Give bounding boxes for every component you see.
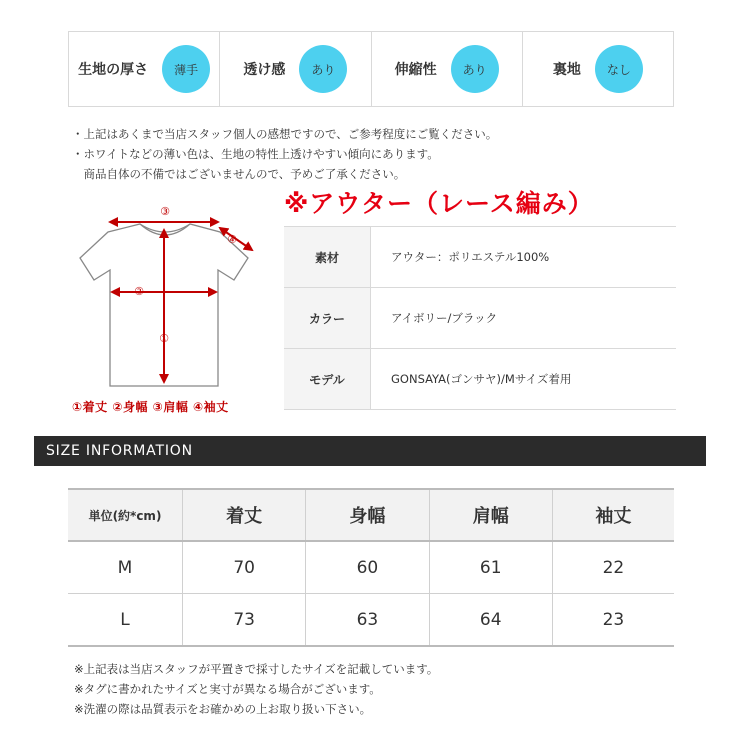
- tshirt-measurement-diagram: [70, 200, 260, 390]
- spec-key: モデル: [284, 349, 371, 410]
- spec-row-color: [284, 288, 676, 349]
- outer-section-title: ※アウター（レース編み）: [284, 189, 594, 218]
- property-badge: あり: [299, 45, 347, 93]
- note-line: ・上記はあくまで当店スタッフ個人の感想ですので、ご参考程度にご覧ください。: [72, 127, 498, 141]
- size-table: [68, 488, 674, 647]
- note-line: ※上記表は当店スタッフが平置きで採寸したサイズを記載しています。: [74, 662, 439, 676]
- fabric-properties: [68, 31, 674, 107]
- property-label: 生地の厚さ: [78, 62, 149, 78]
- spec-value: GONSAYA(ゴンサヤ)/Mサイズ着用: [371, 349, 677, 410]
- marker-sleeve: ④: [227, 233, 237, 246]
- property-badge: あり: [451, 45, 499, 93]
- unit-header: 単位(約*cm): [68, 489, 183, 541]
- size-notes: [74, 659, 438, 719]
- table-cell: 61: [429, 541, 552, 594]
- table-row: [68, 594, 674, 647]
- property-lining: [523, 32, 673, 106]
- table-cell: 23: [552, 594, 674, 647]
- table-cell: 60: [306, 541, 429, 594]
- table-cell: 70: [183, 541, 306, 594]
- property-badge: 薄手: [162, 45, 210, 93]
- property-stretch: [372, 32, 523, 106]
- spec-key: 素材: [284, 227, 371, 288]
- table-cell: 73: [183, 594, 306, 647]
- note-line: 商品自体の不備ではございませんので、予めご了承ください。: [72, 167, 406, 181]
- property-label: 伸縮性: [394, 62, 437, 78]
- marker-width: ②: [134, 285, 144, 298]
- marker-length: ①: [159, 332, 169, 345]
- property-notes: [72, 124, 497, 184]
- table-cell: 64: [429, 594, 552, 647]
- table-row: [68, 541, 674, 594]
- property-transparency: [220, 32, 371, 106]
- size-header-row: [68, 489, 674, 541]
- spec-row-model: [284, 349, 676, 410]
- column-header-shoulder: 肩幅: [429, 489, 552, 541]
- spec-table: [284, 226, 676, 410]
- spec-row-material: [284, 227, 676, 288]
- column-header-sleeve: 袖丈: [552, 489, 674, 541]
- diagram-legend: ①着丈 ②身幅 ③肩幅 ④袖丈: [72, 400, 229, 414]
- property-badge: なし: [595, 45, 643, 93]
- note-line: ・ホワイトなどの薄い色は、生地の特性上透けやすい傾向にあります。: [72, 147, 439, 161]
- property-label: 裏地: [552, 62, 581, 78]
- column-header-length: 着丈: [183, 489, 306, 541]
- note-line: ※タグに書かれたサイズと実寸が異なる場合がございます。: [74, 682, 381, 696]
- table-cell: 22: [552, 541, 674, 594]
- size-information-header: SIZE INFORMATION: [34, 436, 706, 466]
- marker-shoulder: ③: [160, 205, 170, 218]
- spec-value: アウター：ポリエステル100%: [371, 227, 677, 288]
- property-label: 透け感: [243, 62, 286, 78]
- table-cell: 63: [306, 594, 429, 647]
- size-label: M: [68, 541, 183, 594]
- note-line: ※洗濯の際は品質表示をお確かめの上お取り扱い下さい。: [74, 702, 372, 716]
- spec-key: カラー: [284, 288, 371, 349]
- spec-value: アイボリー/ブラック: [371, 288, 677, 349]
- property-thickness: [69, 32, 220, 106]
- size-label: L: [68, 594, 183, 647]
- column-header-width: 身幅: [306, 489, 429, 541]
